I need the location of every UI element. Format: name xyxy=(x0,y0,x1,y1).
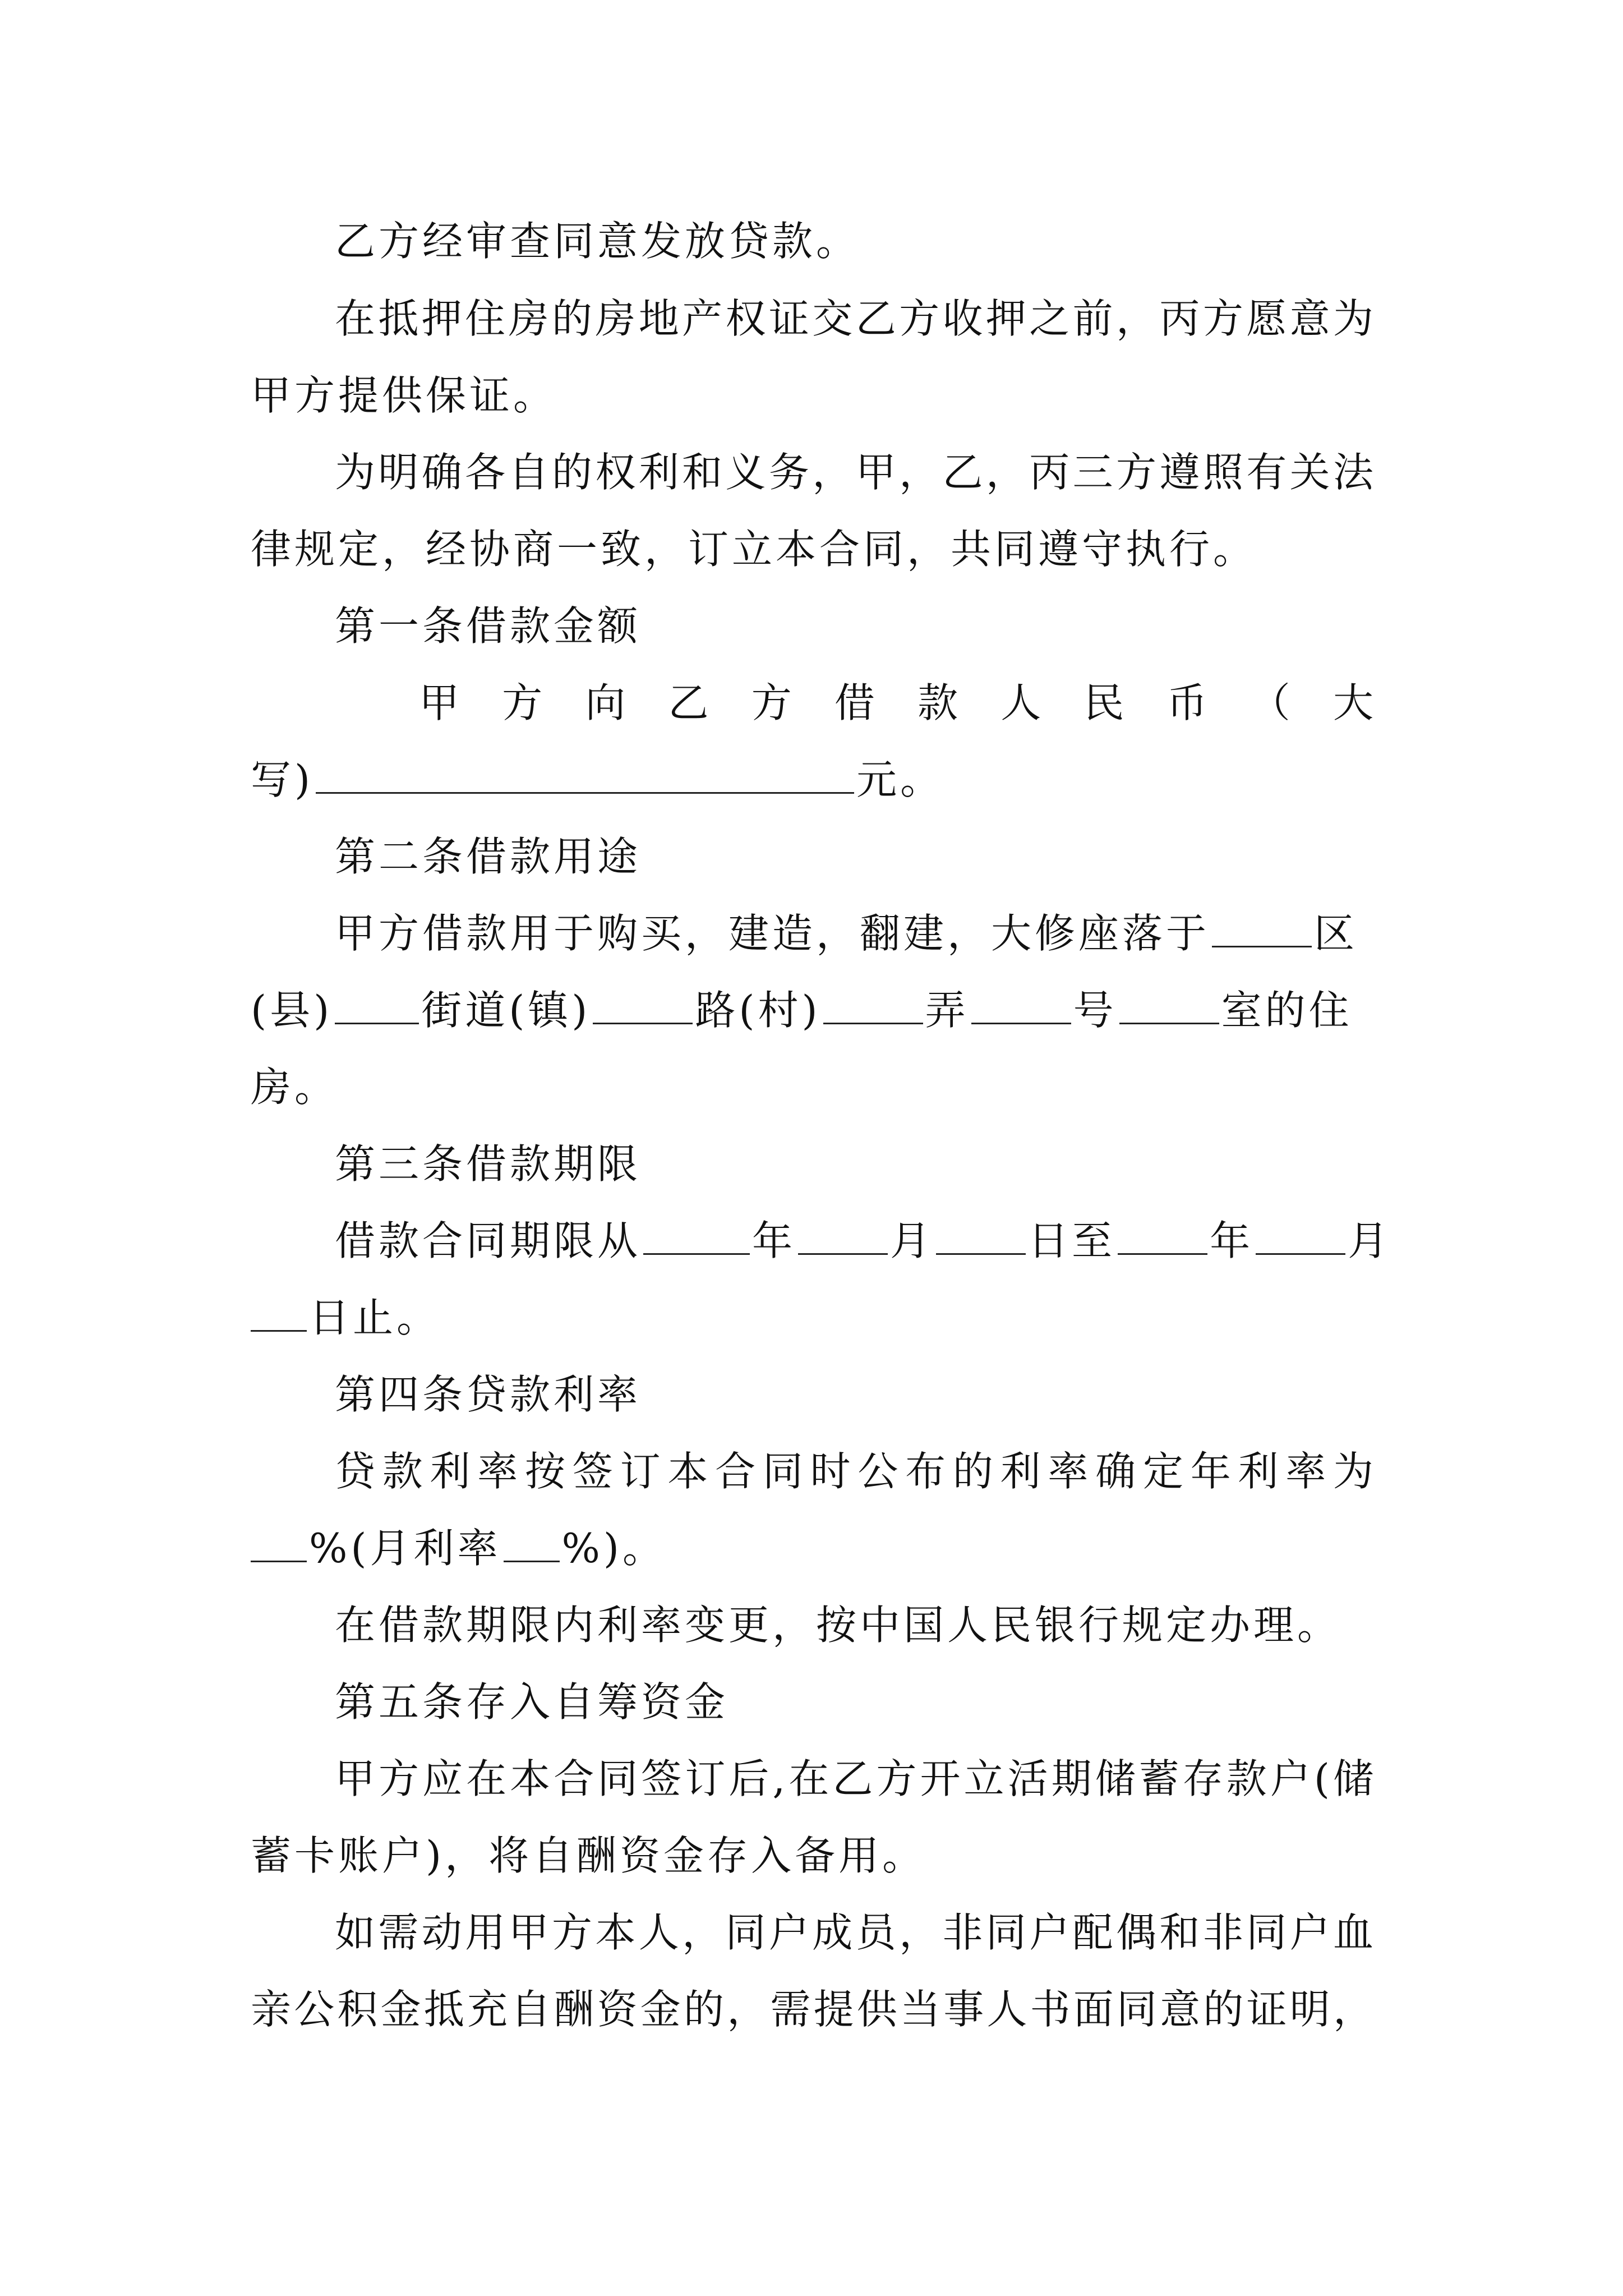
paragraph-use-line1: 甲方借款用于购买，建造，翻建，大修座落于 区 xyxy=(335,905,1373,961)
paragraph-amount-line2: 写) 元。 xyxy=(251,752,1373,808)
heading-article-1: 第一条借款金额 xyxy=(335,602,642,650)
lane-blank[interactable] xyxy=(971,982,1071,1024)
paragraph-provident-line1: 如需动用甲方本人，同户成员，非同户配偶和非同户血 xyxy=(335,1909,1373,1956)
paragraph-rate-line2: %(月利率 %)。 xyxy=(251,1520,1373,1576)
annual-rate-blank[interactable] xyxy=(251,1520,307,1562)
paragraph-purpose-line2: 律规定，经协商一致，订立本合同，共同遵守执行。 xyxy=(251,526,1257,573)
paragraph-provident-line2: 亲公积金抵充自酬资金的，需提供当事人书面同意的证明， xyxy=(251,1986,1373,2033)
paragraph-loan-approval: 乙方经审查同意发放贷款。 xyxy=(335,218,860,265)
start-day-blank[interactable] xyxy=(936,1213,1026,1255)
paragraph-deposit-line1: 甲方应在本合同签订后,在乙方开立活期储蓄存款户(储 xyxy=(335,1755,1373,1802)
monthly-rate-blank[interactable] xyxy=(504,1520,560,1562)
paragraph-term-line1: 借款合同期限从 年 月 日至 年 月 xyxy=(335,1213,1373,1269)
paragraph-use-line3: 房。 xyxy=(251,1064,339,1111)
heading-article-3: 第三条借款期限 xyxy=(335,1140,642,1188)
number-blank[interactable] xyxy=(1119,982,1219,1024)
end-month-blank[interactable] xyxy=(1256,1213,1345,1255)
heading-article-5: 第五条存入自筹资金 xyxy=(335,1678,729,1726)
paragraph-guarantee-line2: 甲方提供保证。 xyxy=(251,372,557,419)
end-day-blank[interactable] xyxy=(251,1290,307,1332)
county-blank[interactable] xyxy=(335,982,419,1024)
paragraph-guarantee-line1: 在抵押住房的房地产权证交乙方收押之前，丙方愿意为 xyxy=(335,295,1373,342)
heading-article-4: 第四条贷款利率 xyxy=(335,1371,642,1418)
paragraph-amount-line1: 甲 方 向 乙 方 借 款 人 民 币 （ 大 xyxy=(419,679,1373,726)
amount-blank[interactable] xyxy=(316,752,854,794)
start-month-blank[interactable] xyxy=(798,1213,888,1255)
paragraph-rate-change: 在借款期限内利率变更，按中国人民银行规定办理。 xyxy=(335,1602,1341,1649)
heading-article-2: 第二条借款用途 xyxy=(335,833,642,880)
paragraph-purpose-line1: 为明确各自的权利和义务，甲，乙，丙三方遵照有关法 xyxy=(335,449,1373,496)
start-year-blank[interactable] xyxy=(643,1213,750,1255)
paragraph-use-line2: (县) 街道(镇) 路(村) 弄 号 室的住 xyxy=(251,982,1373,1038)
district-blank[interactable] xyxy=(1212,905,1312,947)
end-year-blank[interactable] xyxy=(1118,1213,1207,1255)
paragraph-term-line2: 日止。 xyxy=(251,1290,1373,1346)
paragraph-rate-line1: 贷款利率按签订本合同时公布的利率确定年利率为 xyxy=(335,1448,1373,1495)
street-blank[interactable] xyxy=(593,982,693,1024)
paragraph-deposit-line2: 蓄卡账户)，将自酬资金存入备用。 xyxy=(251,1832,926,1879)
road-blank[interactable] xyxy=(823,982,923,1024)
